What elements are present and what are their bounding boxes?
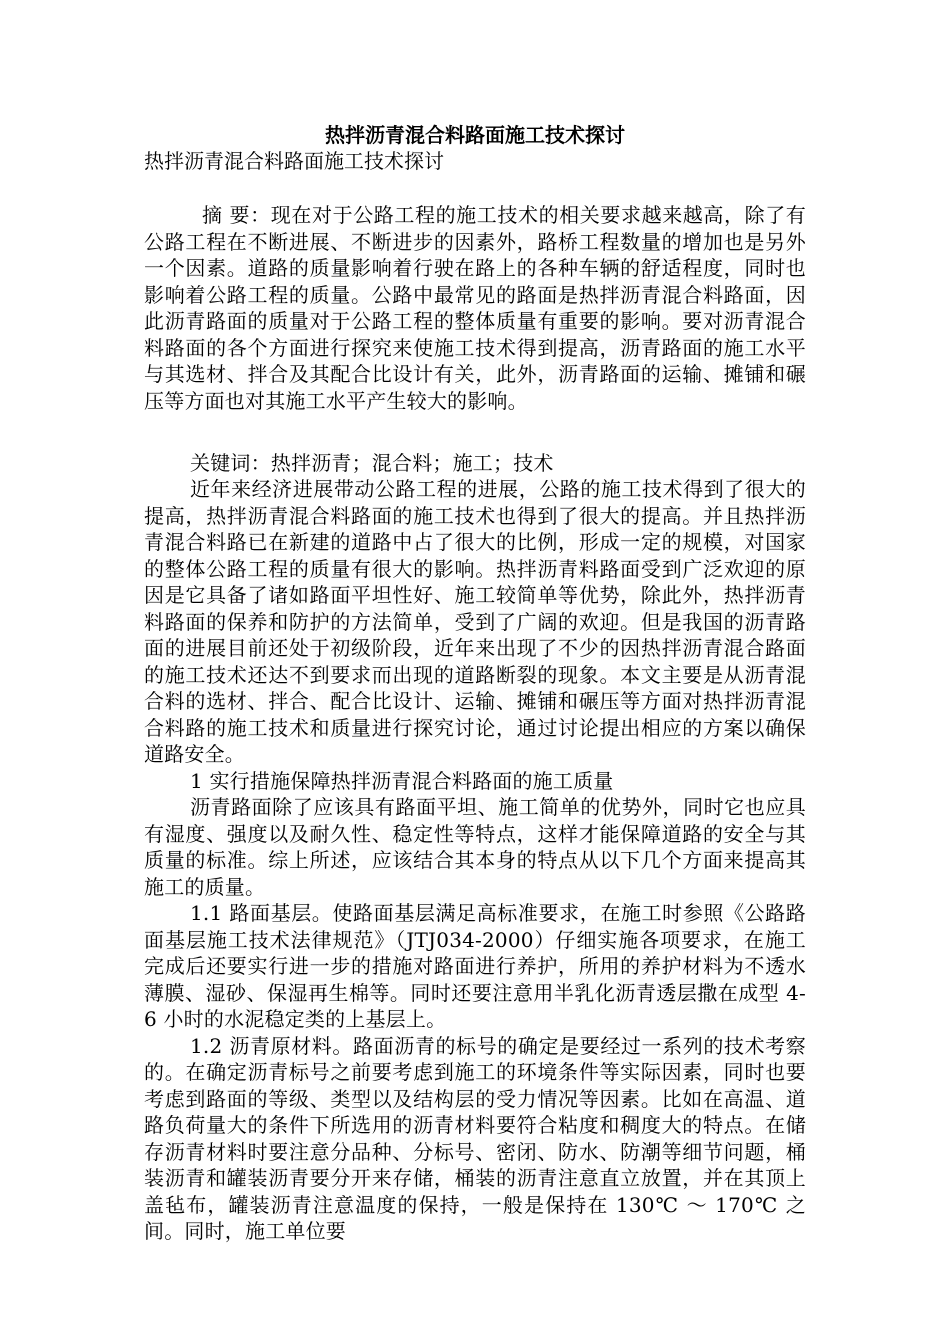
section-1-1-paragraph: 1.1 路面基层。使路面基层满足高标准要求，在施工时参照《公路路面基层施工技术法律规范》（JTJ034-2000）仔细实施各项要求，在施工完成后还要实行进一步的措施对路面进行养护，所用的养护材料为不透水薄膜、湿砂、保湿再生棉等。同时还要注意用半乳化沥青透层撒在成型 4-6 小时的水泥稳定类的上基层上。 bbox=[144, 901, 806, 1031]
section-1-2-paragraph: 1.2 沥青原材料。路面沥青的标号的确定是要经过一系列的技术考察的。在确定沥青标号之前要考虑到施工的环境条件等实际因素，同时也要考虑到路面的等级、类型以及结构层的受力情况等因素。比如在高温、道路负荷量大的条件下所选用的沥青材料要符合粘度和稠度大的特点。在储存沥青材料时要注意分品种、分标号、密闭、防水、防潮等细节问题，桶装沥青和罐装沥青要分开来存储，桶装的沥青注意直立放置，并在其顶上盖毡布，罐装沥青注意温度的保持，一般是保持在 130℃ ～ 170℃ 之间。同时，施工单位要 bbox=[144, 1033, 806, 1243]
section-1-paragraph: 沥青路面除了应该具有路面平坦、施工简单的优势外，同时它也应具有湿度、强度以及耐久性、稳定性等特点，这样才能保障道路的安全与其质量的标准。综上所述，应该结合其本身的特点从以下几个方面来提高其施工的质量。 bbox=[144, 795, 806, 899]
keywords-line: 关键词：热拌沥青；混合料；施工；技术 bbox=[190, 451, 554, 475]
intro-paragraph: 近年来经济进展带动公路工程的进展，公路的施工技术得到了很大的提高，热拌沥青混合料路面的施工技术也得到了很大的提高。并且热拌沥青混合料路已在新建的道路中占了很大的比例，形成一定的规模，对国家的整体公路工程的质量有很大的影响。热拌沥青料路面受到广泛欢迎的原因是它具备了诸如路面平坦性好、施工较简单等优势，除此外，热拌沥青料路面的保养和防护的方法简单，受到了广阔的欢迎。但是我国的沥青路面的进展目前还处于初级阶段，近年来出现了不少的因热拌沥青混合路面的施工技术还达不到要求而出现的道路断裂的现象。本文主要是从沥青混合料的选材、拌合、配合比设计、运输、摊铺和碾压等方面对热拌沥青混合料路的施工技术和质量进行探究讨论，通过讨论提出相应的方案以确保道路安全。 bbox=[144, 477, 806, 766]
body-paragraphs bbox=[144, 476, 806, 1245]
abstract-paragraph: 摘 要：现在对于公路工程的施工技术的相关要求越来越高，除了有公路工程在不断进展、不断进步的因素外，路桥工程数量的增加也是另外一个因素。道路的质量影响着行驶在路上的各种车辆的舒适程度，同时也影响着公路工程的质量。公路中最常见的路面是热拌沥青混合料路面，因此沥青路面的质量对于公路工程的整体质量有重要的影响。要对沥青混合料路面的各个方面进行探究来使施工技术得到提高，沥青路面的施工水平与其选材、拌合及其配合比设计有关，此外，沥青路面的运输、摊铺和碾压等方面也对其施工水平产生较大的影响。 bbox=[144, 203, 806, 413]
document-title: 热拌沥青混合料路面施工技术探讨 bbox=[325, 123, 625, 147]
section-heading-1: 1 实行措施保障热拌沥青混合料路面的施工质量 bbox=[190, 768, 614, 793]
document-subtitle: 热拌沥青混合料路面施工技术探讨 bbox=[144, 149, 444, 173]
